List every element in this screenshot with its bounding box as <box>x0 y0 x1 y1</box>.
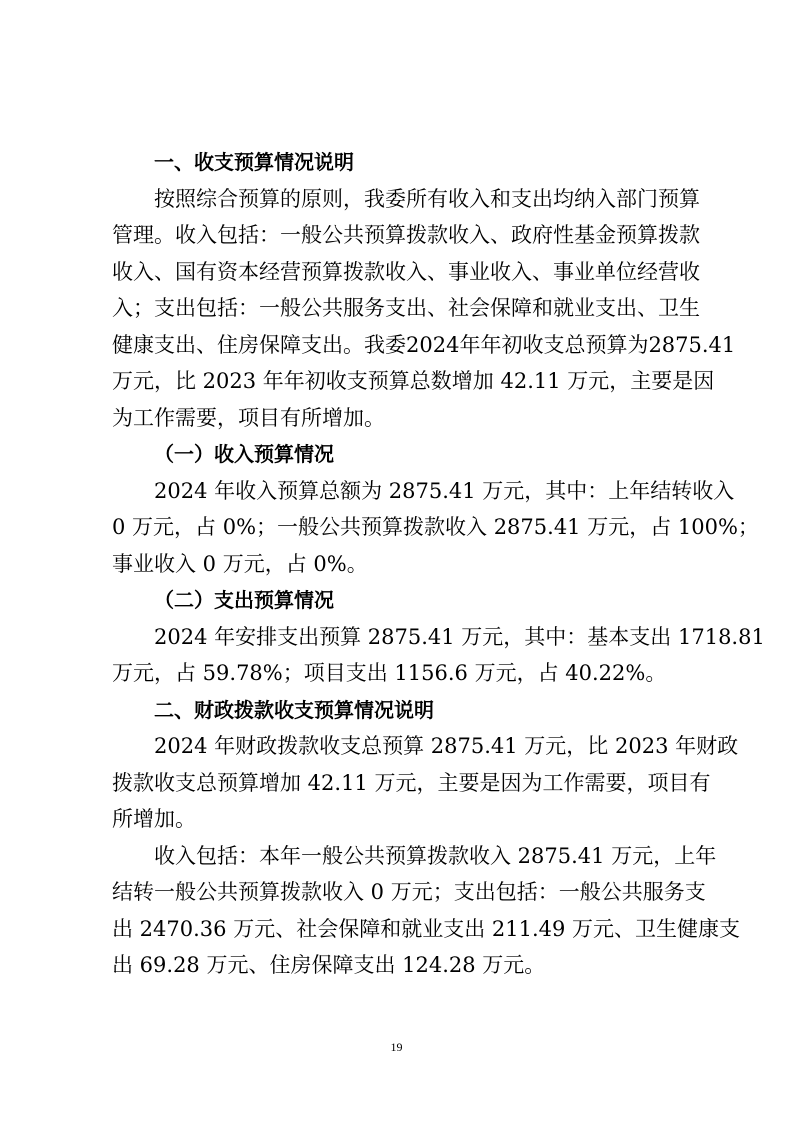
subsection-heading: （二）支出预算情况 <box>154 588 334 612</box>
paragraph-line: 拨款收支总预算增加 42.11 万元，主要是因为工作需要，项目有 <box>112 770 711 795</box>
paragraph-line: 健康支出、住房保障支出。我委2024年年初收支总预算为2875.41 <box>112 332 736 357</box>
paragraph-line: 2024 年财政拨款收支总预算 2875.41 万元，比 2023 年财政 <box>154 734 739 758</box>
paragraph-line: 入；支出包括：一般公共服务支出、社会保障和就业支出、卫生 <box>112 296 700 320</box>
paragraph-line: 收入、国有资本经营预算拨款收入、事业收入、事业单位经营收 <box>112 259 700 284</box>
paragraph-line: 出 2470.36 万元、社会保障和就业支出 211.49 万元、卫生健康支 <box>112 916 741 941</box>
paragraph-line: 万元，占 59.78%；项目支出 1156.6 万元，占 40.22%。 <box>112 661 667 685</box>
paragraph-line: 管理。收入包括：一般公共预算拨款收入、政府性基金预算拨款 <box>112 223 700 247</box>
paragraph-line: 万元，比 2023 年年初收支预算总数增加 42.11 万元，主要是因 <box>112 369 715 393</box>
paragraph <box>112 473 759 583</box>
paragraph-line: 为工作需要，项目有所增加。 <box>112 405 385 430</box>
section-heading: 二、财政拨款收支预算情况说明 <box>154 697 434 722</box>
paragraph-line: 出 69.28 万元、住房保障支出 124.28 万元。 <box>112 953 546 977</box>
paragraph-line: 事业收入 0 万元，占 0%。 <box>112 551 368 576</box>
page-number: 19 <box>390 1040 403 1054</box>
paragraph <box>112 181 736 437</box>
paragraph-line: 2024 年收入预算总额为 2875.41 万元，其中：上年结转收入 <box>154 478 735 503</box>
paragraph-line: 按照综合预算的原则，我委所有收入和支出均纳入部门预算 <box>154 186 700 211</box>
document-body <box>112 144 765 984</box>
paragraph <box>112 619 765 692</box>
paragraph-line: 0 万元，占 0%；一般公共预算拨款收入 2875.41 万元，占 100%； <box>112 515 759 539</box>
section-heading: 一、收支预算情况说明 <box>154 150 354 174</box>
paragraph <box>112 838 741 984</box>
subsection-heading: （一）收入预算情况 <box>154 442 334 466</box>
paragraph <box>112 728 739 838</box>
paragraph-line: 所增加。 <box>112 807 196 831</box>
paragraph-line: 收入包括：本年一般公共预算拨款收入 2875.41 万元，上年 <box>154 843 717 868</box>
paragraph-line: 结转一般公共预算拨款收入 0 万元；支出包括：一般公共服务支 <box>112 880 706 904</box>
paragraph-line: 2024 年安排支出预算 2875.41 万元，其中：基本支出 1718.81 <box>154 624 765 649</box>
